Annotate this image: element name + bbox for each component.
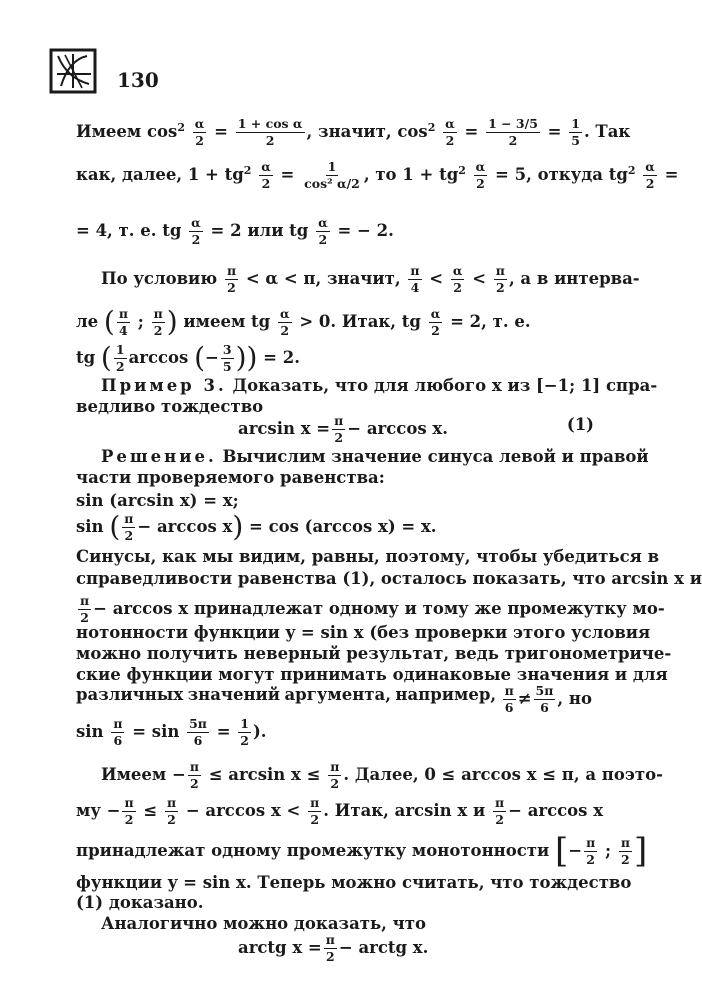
fraction: $\frac{\pi}{2}$ — [495, 263, 505, 295]
formula: sin ( $\frac{\pi}{2}$ − arccos x) = cos (arccos x) = x. — [76, 510, 437, 543]
text-line: справедливости равенства (1), осталось показать, что arcsin x и — [76, 569, 702, 588]
fraction: $\frac{\alpha}{2}$ — [452, 263, 463, 295]
text-line: (1) доказано. — [76, 893, 204, 912]
fraction: $\frac{\pi}{2}$ — [310, 795, 320, 827]
fraction: $\frac{\pi}{2}$ — [166, 795, 177, 827]
graph-curves-icon — [49, 48, 97, 94]
text-line: $\frac{\pi}{2}$ − arccos x принадлежат одному и тому же промежутку мо- — [80, 593, 665, 625]
text-line-6: tg ( $\frac{1}{2}$ arccos (− $\frac{3}{5}$ )) = 2. — [76, 341, 300, 374]
fraction: $\frac{\pi}{4}$ — [410, 263, 420, 295]
fraction: $\frac{\pi}{6}$ — [113, 716, 123, 748]
fraction: $\frac{\pi}{2}$ — [124, 511, 134, 543]
fraction: $\frac{\pi}{2}$ — [80, 593, 90, 625]
fraction: $\frac{\pi}{2}$ — [494, 795, 505, 827]
fraction: $\frac{1}{\text{cos² α/2}}$ — [304, 159, 360, 191]
text-line-4: По условию $\frac{\pi}{2}$ < α < π, значит, $\frac{\pi}{4}$ < $\frac{\alpha}{2}$ < $\frac{\pi}{2}$ , а в интерва- — [101, 263, 640, 295]
fraction: $\frac{\pi}{2}$ — [153, 306, 163, 338]
fraction: $\frac{\alpha}{2}$ — [318, 215, 328, 247]
fraction: $\frac{\alpha}{2}$ — [645, 159, 655, 191]
fraction: $\frac{5\pi}{6}$ — [189, 716, 207, 748]
text-line: нотонности функции y = sin x (без проверки этого условия — [76, 623, 651, 642]
text-line: Синусы, как мы видим, равны, поэтому, чтобы убедиться в — [76, 547, 660, 566]
formula-final: arctg x = $\frac{\pi}{2}$ − arctg x. — [238, 932, 429, 964]
fraction: $\frac{5\pi}{6}$ — [535, 683, 554, 715]
solution-heading: Решение. Вычислим значение синуса левой и правой — [101, 447, 649, 466]
fraction: $\frac{\pi}{2}$ — [325, 932, 335, 964]
text-line-justified: различных значений аргумента, например, $\frac{\pi}{6}$ ≠ $\frac{5\pi}{6}$ , но — [76, 683, 592, 715]
fraction: $\frac{\pi}{2}$ — [334, 413, 344, 445]
fraction: $\frac{\alpha}{2}$ — [261, 159, 271, 191]
formula-1: arcsin x = $\frac{\pi}{2}$ − arccos x. — [238, 413, 448, 445]
text-line: части проверяемого равенства: — [76, 468, 385, 487]
text-line-1: Имеем $\cos^2$ $\frac{\alpha}{2}$ = $\frac{\text{1 + cos α}}{2}$ , значит, $\cos^2$ $\frac{\alpha}{2}$ = $\frac{1 - 3/5}{2}$ = $\frac{1}{5}$ . Так — [76, 116, 631, 148]
example-heading: Пример 3. Доказать, что для любого x из [−1; 1] спра- — [101, 376, 658, 395]
text-line-5: ле ( $\frac{\pi}{4}$ ; $\frac{\pi}{2}$ ) имеем tg $\frac{\alpha}{2}$ > 0. Итак, tg $\frac{\alpha}{2}$ = 2, т. е. — [76, 305, 531, 338]
fraction: $\frac{\alpha}{2}$ — [191, 215, 201, 247]
fraction: $\frac{1}{5}$ — [571, 116, 580, 148]
text-line-2: как, далее, $1 + tg^2$ $\frac{\alpha}{2}$ = $\frac{1}{\text{cos² α/2}}$ , то $1 + tg^2$ $\frac{\alpha}{2}$ = 5, откуда $tg^2$ $\frac{\alpha}{2}$ = — [76, 159, 679, 191]
page-number: 130 — [117, 68, 159, 92]
text-line: му − $\frac{\pi}{2}$ ≤ $\frac{\pi}{2}$ − arccos x < $\frac{\pi}{2}$ . Итак, arcsin x и $\frac{\pi}{2}$ − arccos x — [76, 795, 604, 827]
text-line: ведливо тождество — [76, 397, 264, 416]
text-line: Имеем − $\frac{\pi}{2}$ ≤ arcsin x ≤ $\frac{\pi}{2}$ . Далее, 0 ≤ arccos x ≤ π, а поэто- — [101, 759, 663, 791]
fraction: $\frac{1 - 3/5}{2}$ — [488, 116, 538, 148]
fraction: $\frac{1}{2}$ — [115, 342, 125, 374]
formula: sin (arcsin x) = x; — [76, 491, 239, 510]
fraction: $\frac{\text{1 + cos α}}{2}$ — [237, 116, 303, 148]
text-line: функции y = sin x. Теперь можно считать, что тождество — [76, 873, 632, 892]
fraction: $\frac{\pi}{2}$ — [226, 263, 237, 295]
text-line: Аналогично можно доказать, что — [101, 914, 426, 933]
fraction: $\frac{1}{2}$ — [240, 716, 249, 748]
fraction: $\frac{\pi}{2}$ — [189, 759, 199, 791]
fraction: $\frac{3}{5}$ — [222, 342, 232, 374]
fraction: $\frac{\alpha}{2}$ — [475, 159, 486, 191]
fraction: $\frac{\pi}{4}$ — [118, 306, 128, 338]
text-line: sin $\frac{\pi}{6}$ = sin $\frac{5\pi}{6}$ = $\frac{1}{2}$ ). — [76, 716, 267, 748]
fraction: $\frac{\pi}{2}$ — [124, 795, 134, 827]
text-line-3: = 4, т. е. tg $\frac{\alpha}{2}$ = 2 или tg $\frac{\alpha}{2}$ = − 2. — [76, 215, 394, 247]
fraction: $\frac{\alpha}{2}$ — [279, 306, 290, 338]
fraction: $\frac{\alpha}{2}$ — [194, 116, 205, 148]
fraction: $\frac{\pi}{2}$ — [586, 835, 596, 867]
text-line: можно получить неверный результат, ведь тригонометриче- — [76, 644, 672, 663]
text-line: принадлежат одному промежутку монотонности [− $\frac{\pi}{2}$ ; $\frac{\pi}{2}$ ] — [76, 831, 648, 871]
fraction: $\frac{\pi}{2}$ — [330, 759, 340, 791]
fraction: $\frac{\pi}{6}$ — [504, 683, 514, 715]
fraction: $\frac{\alpha}{2}$ — [445, 116, 455, 148]
text-line: ские функции могут принимать одинаковые значения и для — [76, 665, 668, 684]
equation-number: (1) — [566, 415, 594, 434]
fraction: $\frac{\pi}{2}$ — [620, 835, 630, 867]
fraction: $\frac{\alpha}{2}$ — [430, 306, 441, 338]
